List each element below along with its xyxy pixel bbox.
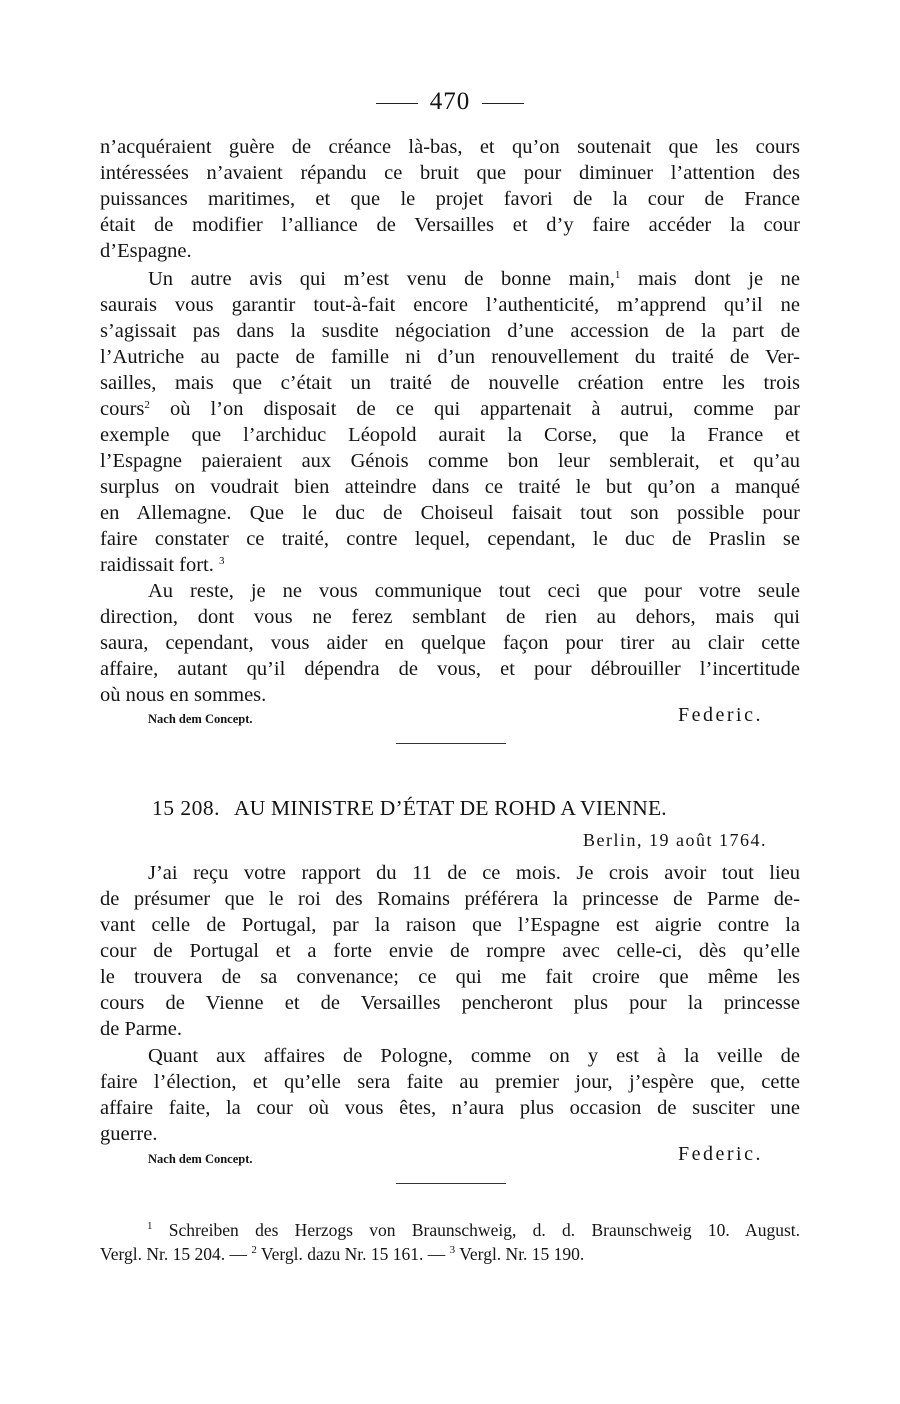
text-line: était de modifier l’alliance de Versailles et d’y faire accéder la cour — [100, 214, 800, 236]
page-number-text: 470 — [429, 88, 471, 115]
text-line — [100, 396, 800, 422]
signature: Federic. — [678, 1143, 763, 1165]
text-segment: où l’on disposait de ce qui appartenait à autrui, comme par — [169, 398, 800, 420]
text-line: cours de Vienne et de Versailles pencheront plus pour la princesse — [100, 992, 800, 1014]
page-number — [0, 88, 900, 116]
text-segment: mais dont je ne — [637, 268, 801, 290]
text-segment: cours — [100, 398, 145, 420]
section-divider — [396, 1183, 506, 1184]
footnote-ref: 2 — [144, 399, 150, 411]
text-line: de Parme. — [100, 1018, 182, 1040]
text-line: où nous en sommes. — [100, 684, 267, 706]
footnote-text: Vergl. dazu Nr. 15 161. — — [260, 1244, 446, 1264]
text-line: J’ai reçu votre rapport du 11 de ce mois. Je crois avoir tout lieu — [148, 862, 800, 884]
text-line — [148, 266, 800, 292]
footnote-text: Vergl. Nr. 15 190. — [459, 1244, 585, 1264]
text-line — [100, 552, 800, 578]
text-line: l’Autriche au pacte de famille ni d’un renouvellement du traité de Ver- — [100, 346, 800, 368]
dateline: Berlin, 19 août 1764. — [583, 830, 767, 850]
text-line: n’acquéraient guère de créance là-bas, et qu’on soutenait que les cours — [100, 136, 800, 158]
text-line: affaire faite, la cour où vous êtes, n’aura plus occasion de susciter une — [100, 1097, 800, 1119]
text-line: faire constater ce traité, contre lequel, cependant, le duc de Praslin se — [100, 528, 800, 550]
letter-heading — [152, 796, 667, 821]
text-line: exemple que l’archiduc Léopold aurait la Corse, que la France et — [100, 424, 800, 446]
text-line: Au reste, je ne vous communique tout ceci que pour votre seule — [148, 580, 800, 602]
text-line: d’Espagne. — [100, 240, 192, 262]
footnote-marker: 2 — [251, 1244, 257, 1256]
text-line: faire l’élection, et qu’elle sera faite au premier jour, j’espère que, cette — [100, 1071, 800, 1093]
footnote-text: Schreiben des Herzogs von Braunschweig, d. d. Braunschweig 10. August. — [168, 1220, 800, 1240]
text-line: affaire, autant qu’il dépendra de vous, et pour débrouiller l’incertitude — [100, 658, 800, 680]
footnote-ref: 3 — [219, 555, 225, 567]
text-line: intéressées n’avaient répandu ce bruit que pour diminuer l’attention des — [100, 162, 800, 184]
section-divider — [396, 743, 506, 744]
text-line: le trouvera de sa convenance; ce qui me fait croire que même les — [100, 966, 800, 988]
signature: Federic. — [678, 704, 763, 726]
footnote-ref: 1 — [614, 269, 621, 281]
text-line: sailles, mais que c’était un traité de nouvelle création entre les trois — [100, 372, 800, 394]
text-line: saurais vous garantir tout-à-fait encore l’authenticité, m’apprend qu’il ne — [100, 294, 800, 316]
text-line: direction, dont vous ne ferez semblant de rien au dehors, mais qui — [100, 606, 800, 628]
footnote-line — [100, 1242, 800, 1266]
footnote-line — [147, 1218, 800, 1242]
source-note: Nach dem Concept. — [148, 1152, 253, 1166]
text-segment: Un autre avis qui m’est venu de bonne main, — [148, 268, 615, 290]
footnote-marker: 3 — [449, 1244, 456, 1256]
text-line: l’Espagne paieraient aux Génois comme bon leur semblerait, et qu’au — [100, 450, 800, 472]
text-line: cour de Portugal et a forte envie de rompre avec celle-ci, dès qu’elle — [100, 940, 800, 962]
footnote-marker: 1 — [147, 1220, 153, 1232]
text-line: saura, cependant, vous aider en quelque façon pour tirer au clair cette — [100, 632, 800, 654]
text-line: s’agissait pas dans la susdite négociation d’une accession de la part de — [100, 320, 800, 342]
page-number-rule-left — [376, 103, 418, 104]
letter-number: 15 208. — [152, 796, 220, 820]
source-note: Nach dem Concept. — [148, 712, 253, 726]
text-line: surplus on voudrait bien atteindre dans ce traité le but qu’on a manqué — [100, 476, 800, 498]
text-line: de présumer que le roi des Romains préférera la princesse de Parme de- — [100, 888, 800, 910]
text-line: puissances maritimes, et que le projet favori de la cour de France — [100, 188, 800, 210]
footnote-text: Vergl. Nr. 15 204. — — [100, 1244, 247, 1264]
letter-title: AU MINISTRE D’ÉTAT DE ROHD A VIENNE. — [234, 796, 667, 820]
page-number-rule-right — [482, 103, 524, 104]
text-segment: raidissait fort. — [100, 554, 214, 576]
text-line: Quant aux affaires de Pologne, comme on y est à la veille de — [148, 1045, 800, 1067]
text-line: guerre. — [100, 1123, 158, 1145]
text-line: en Allemagne. Que le duc de Choiseul faisait tout son possible pour — [100, 502, 800, 524]
text-line: vant celle de Portugal, par la raison que l’Espagne est aigrie contre la — [100, 914, 800, 936]
